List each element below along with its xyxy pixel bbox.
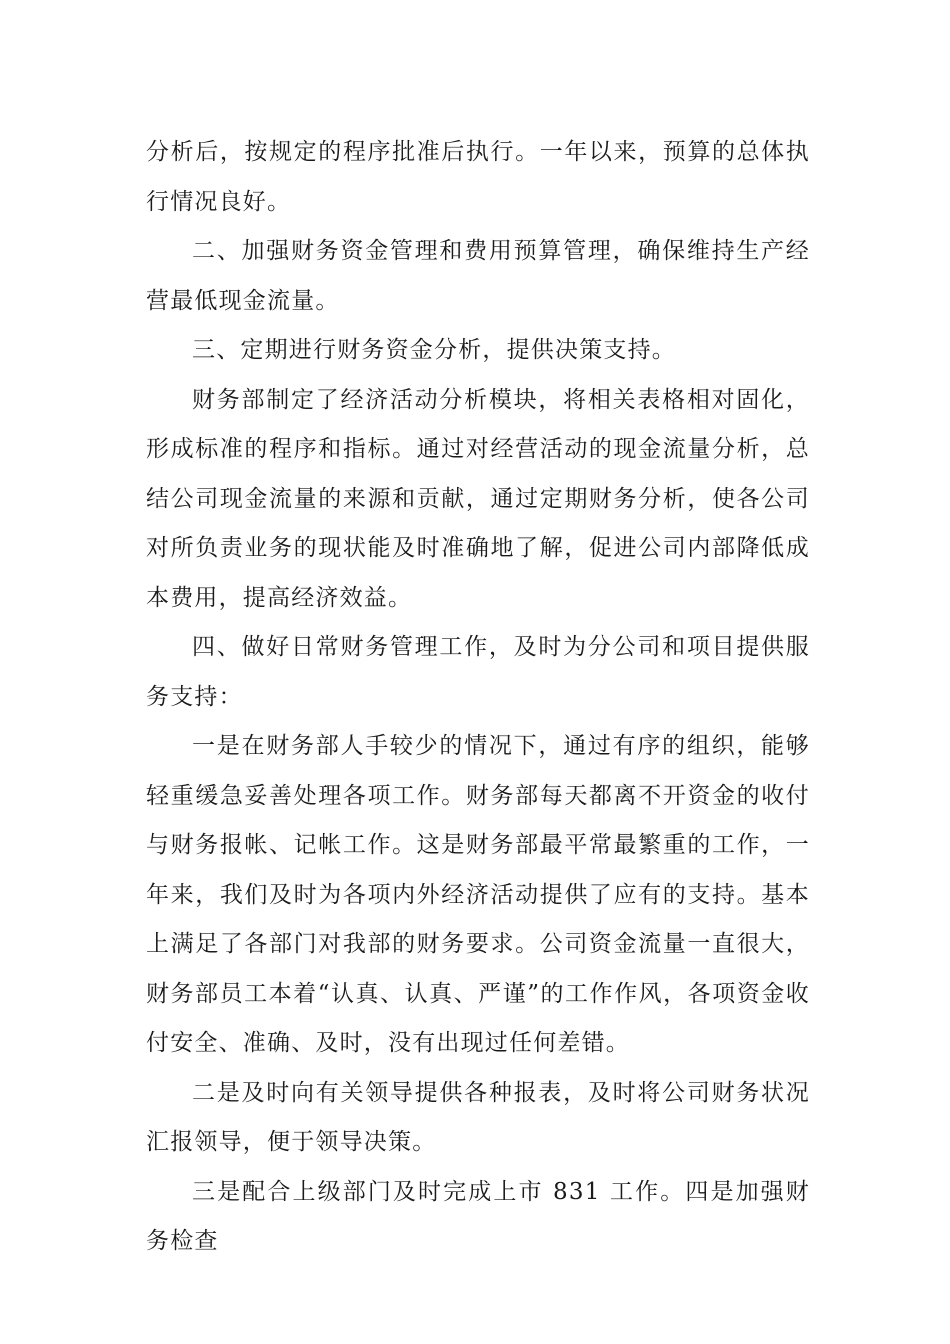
- paragraph-6: 一是在财务部人手较少的情况下，通过有序的组织，能够轻重缓急妥善处理各项工作。财务部每天都离不开资金的收付与财务报帐、记帐工作。这是财务部最平常最繁重的工作，一年来，我们及时为各项内外经济活动提供了应有的支持。基本上满足了各部门对我部的财务要求。公司资金流量一直很大，财务部员工本着“认真、认真、严谨”的工作作风，各项资金收付安全、准确、及时，没有出现过任何差错。: [146, 733, 810, 1056]
- document-body: [146, 128, 810, 1267]
- paragraph-1: 分析后，按规定的程序批准后执行。一年以来，预算的总体执行情况良好。: [146, 139, 810, 215]
- paragraph-2: 二、加强财务资金管理和费用预算管理，确保维持生产经营最低现金流量。: [146, 238, 810, 314]
- paragraph-4: 财务部制定了经济活动分析模块，将相关表格相对固化，形成标准的程序和指标。通过对经营活动的现金流量分析，总结公司现金流量的来源和贡献，通过定期财务分析，使各公司对所负责业务的现状能及时准确地了解，促进公司内部降低成本费用，提高经济效益。: [146, 386, 810, 611]
- paragraph-8: 三是配合上级部门及时完成上市 831 工作。四是加强财务检查: [146, 1178, 810, 1254]
- paragraph-7: 二是及时向有关领导提供各种报表，及时将公司财务状况汇报领导，便于领导决策。: [146, 1079, 810, 1155]
- paragraph-3: 三、定期进行财务资金分析，提供决策支持。: [192, 337, 676, 363]
- paragraph-5: 四、做好日常财务管理工作，及时为分公司和项目提供服务支持：: [146, 634, 810, 710]
